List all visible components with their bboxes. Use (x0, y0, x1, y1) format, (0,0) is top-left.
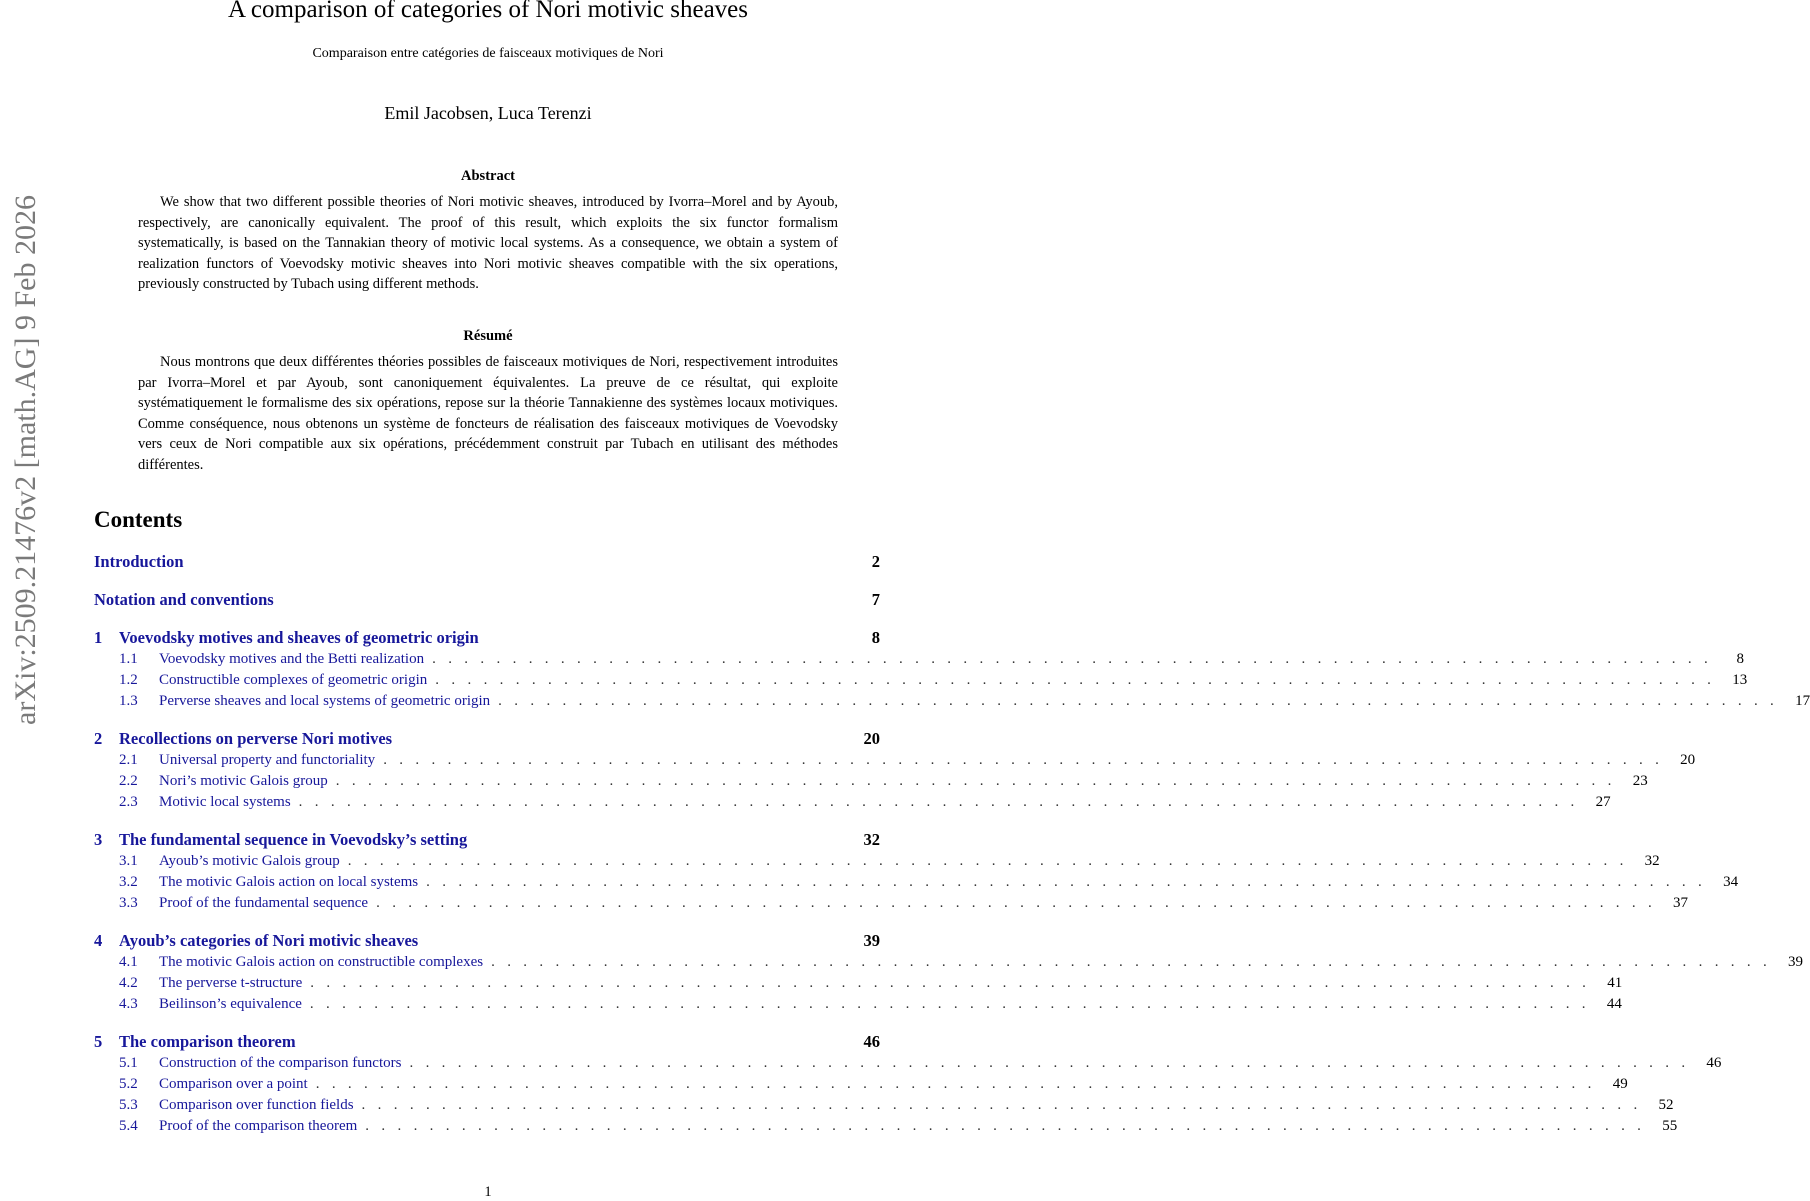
resume-heading: Résumé (463, 328, 513, 344)
toc-section-number: 4.2 (119, 975, 138, 991)
toc-leader-dots: . . . . . . . . . . . . . . . . . . . . . . . . . . . . . . . . . . . . . . . . . . . . . . . . . . . . . . . . . . . . . . . . . . . . . . . . . . . . . . . . (347, 853, 1628, 869)
toc-section-title[interactable]: Comparison over function fields (159, 1097, 354, 1113)
toc-chapter-title: Notation and conventions (94, 590, 274, 609)
toc-chapter-link[interactable] (94, 627, 479, 649)
toc-chapter-title: Ayoub’s categories of Nori motivic sheaves (119, 931, 419, 950)
toc-section-title[interactable]: The perverse t-structure (159, 975, 303, 991)
toc-chapter-entry[interactable] (94, 829, 880, 851)
toc-chapter-number: 4 (94, 931, 103, 950)
toc-chapter-entry[interactable] (94, 1031, 880, 1053)
toc-chapter-title: Recollections on perverse Nori motives (119, 729, 393, 748)
toc-section-page: 20 (1680, 752, 1696, 768)
toc-section-entry[interactable] (94, 1053, 1722, 1074)
toc-section-number: 5.1 (119, 1055, 138, 1071)
toc-chapter-page: 32 (863, 830, 880, 849)
toc-section-entry[interactable] (94, 851, 1660, 872)
toc-chapter-entry[interactable] (94, 627, 880, 649)
toc-section-page: 32 (1644, 853, 1660, 869)
toc-section-number: 3.2 (119, 874, 138, 890)
toc-section-entry[interactable] (94, 952, 1804, 973)
toc-section-page: 46 (1706, 1055, 1722, 1071)
toc-chapter-link[interactable] (94, 589, 274, 611)
toc-section-page: 34 (1723, 874, 1739, 890)
toc-leader-dots: . . . . . . . . . . . . . . . . . . . . . . . . . . . . . . . . . . . . . . . . . . . . . . . . . . . . . . . . . . . . . . . . . . . . . . . . . . . . . . . . (426, 874, 1707, 890)
toc-section-page: 23 (1632, 773, 1648, 789)
toc-section-page: 41 (1607, 975, 1623, 991)
toc-section-title[interactable]: Comparison over a point (159, 1076, 308, 1092)
toc-section-entry[interactable] (94, 1074, 1628, 1095)
toc-section-number: 5.4 (119, 1118, 138, 1134)
toc-leader-dots: . . . . . . . . . . . . . . . . . . . . . . . . . . . . . . . . . . . . . . . . . . . . . . . . . . . . . . . . . . . . . . . . . . . . . . . . . . . . . . . . (365, 1118, 1646, 1134)
toc-leader-dots: . . . . . . . . . . . . . . . . . . . . . . . . . . . . . . . . . . . . . . . . . . . . . . . . . . . . . . . . . . . . . . . . . . . . . . . . . . . . . . . . (491, 954, 1772, 970)
toc-section-entry[interactable] (94, 994, 1622, 1015)
toc-leader-dots: . . . . . . . . . . . . . . . . . . . . . . . . . . . . . . . . . . . . . . . . . . . . . . . . . . . . . . . . . . . . . . . . . . . . . . . . . . . . . . . . (361, 1097, 1642, 1113)
table-of-contents (94, 548, 1810, 1137)
toc-section-page: 37 (1673, 895, 1689, 911)
toc-section-entry[interactable] (94, 893, 1689, 914)
toc-section-title[interactable]: The motivic Galois action on local systems (159, 874, 419, 890)
toc-chapter-entry[interactable] (94, 589, 880, 611)
toc-section-entry[interactable] (94, 872, 1739, 893)
toc-chapter-link[interactable] (94, 551, 184, 573)
toc-leader-dots: . . . . . . . . . . . . . . . . . . . . . . . . . . . . . . . . . . . . . . . . . . . . . . . . . . . . . . . . . . . . . . . . . . . . . . . . . . . . . . . . (309, 996, 1590, 1012)
toc-section-number: 2.2 (119, 773, 138, 789)
toc-chapter-link[interactable] (94, 930, 418, 952)
toc-leader-dots: . . . . . . . . . . . . . . . . . . . . . . . . . . . . . . . . . . . . . . . . . . . . . . . . . . . . . . . . . . . . . . . . . . . . . . . . . . . . . . . . (409, 1055, 1690, 1071)
toc-section-number: 1.2 (119, 672, 138, 688)
toc-section-entry[interactable] (94, 670, 1748, 691)
toc-section-page: 27 (1595, 794, 1611, 810)
toc-leader-dots: . . . . . . . . . . . . . . . . . . . . . . . . . . . . . . . . . . . . . . . . . . . . . . . . . . . . . . . . . . . . . . . . . . . . . . . . . . . . . . . . (315, 1076, 1596, 1092)
paper-authors: Emil Jacobsen, Luca Terenzi (384, 103, 592, 123)
toc-section-title[interactable]: Proof of the comparison theorem (159, 1118, 358, 1134)
toc-chapter-page: 7 (871, 590, 880, 609)
toc-chapter-title: Voevodsky motives and sheaves of geometric origin (119, 628, 479, 647)
toc-section-title[interactable]: Universal property and functoriality (159, 752, 376, 768)
toc-chapter-page: 39 (863, 931, 880, 950)
toc-section-title[interactable]: Construction of the comparison functors (159, 1055, 402, 1071)
contents-heading: Contents (94, 507, 183, 532)
toc-chapter-link[interactable] (94, 728, 392, 750)
toc-section-entry[interactable] (94, 771, 1648, 792)
toc-section-number: 5.2 (119, 1076, 138, 1092)
toc-section-title[interactable]: Beilinson’s equivalence (159, 996, 302, 1012)
toc-section-number: 3.3 (119, 895, 138, 911)
toc-section-number: 4.1 (119, 954, 138, 970)
toc-section-page: 17 (1795, 693, 1810, 709)
toc-chapter-entry[interactable] (94, 728, 880, 750)
toc-section-title[interactable]: Nori’s motivic Galois group (159, 773, 328, 789)
toc-section-entry[interactable] (94, 1116, 1678, 1137)
toc-chapter-page: 2 (871, 552, 880, 571)
toc-section-entry[interactable] (94, 649, 1745, 670)
toc-section-entry[interactable] (94, 973, 1623, 994)
toc-section-number: 3.1 (119, 853, 138, 869)
toc-chapter-number: 3 (94, 830, 103, 849)
toc-section-title[interactable]: The motivic Galois action on constructible complexes (159, 954, 484, 970)
paper-subtitle: Comparaison entre catégories de faisceaux motiviques de Nori (312, 46, 664, 61)
toc-leader-dots: . . . . . . . . . . . . . . . . . . . . . . . . . . . . . . . . . . . . . . . . . . . . . . . . . . . . . . . . . . . . . . . . . . . . . . . . . . . . . . . . (435, 672, 1716, 688)
toc-leader-dots: . . . . . . . . . . . . . . . . . . . . . . . . . . . . . . . . . . . . . . . . . . . . . . . . . . . . . . . . . . . . . . . . . . . . . . . . . . . . . . . . (432, 651, 1713, 667)
toc-section-title[interactable]: Ayoub’s motivic Galois group (159, 853, 340, 869)
toc-chapter-number: 1 (94, 628, 103, 647)
toc-section-entry[interactable] (94, 792, 1611, 813)
toc-section-title[interactable]: Voevodsky motives and the Betti realization (159, 651, 425, 667)
toc-leader-dots: . . . . . . . . . . . . . . . . . . . . . . . . . . . . . . . . . . . . . . . . . . . . . . . . . . . . . . . . . . . . . . . . . . . . . . . . . . . . . . . . (310, 975, 1591, 991)
toc-chapter-page: 8 (871, 628, 880, 647)
toc-section-page: 55 (1662, 1118, 1678, 1134)
paper-title: A comparison of categories of Nori motivic sheaves (228, 0, 748, 23)
toc-section-title[interactable]: Perverse sheaves and local systems of geometric origin (159, 693, 491, 709)
abstract-heading: Abstract (461, 168, 515, 184)
toc-leader-dots: . . . . . . . . . . . . . . . . . . . . . . . . . . . . . . . . . . . . . . . . . . . . . . . . . . . . . . . . . . . . . . . . . . . . . . . . . . . . . . . . (498, 693, 1779, 709)
toc-section-entry[interactable] (94, 750, 1696, 771)
toc-chapter-title: The comparison theorem (119, 1032, 296, 1051)
toc-chapter-number: 5 (94, 1032, 103, 1051)
toc-section-title[interactable]: Motivic local systems (159, 794, 291, 810)
toc-chapter-entry[interactable] (94, 551, 880, 573)
resume-text: Nous montrons que deux différentes théories possibles de faisceaux motiviques de Nori, respectivement introduites par Ivorra–Morel et par Ayoub, sont canoniquement équivalentes. La preuve de ce résultat, qui exploite systématiquement le formalisme des six opérations, repose sur la théorie Tannakienne des systèmes locaux motiviques. Comme conséquence, nous obtenons un système de foncteurs de réalisation des faisceaux motiviques de Voevodsky vers ceux de Nori compatible aux six opérations, précédemment construit par Tubach en utilisant des méthodes différentes. (138, 354, 838, 473)
toc-section-page: 44 (1606, 996, 1622, 1012)
toc-chapter-number: 2 (94, 729, 103, 748)
toc-section-title[interactable]: Constructible complexes of geometric origin (159, 672, 428, 688)
toc-section-entry[interactable] (94, 691, 1810, 712)
toc-section-number: 4.3 (119, 996, 138, 1012)
abstract-text: We show that two different possible theories of Nori motivic sheaves, introduced by Ivorra–Morel and by Ayoub, respectively, are canonically equivalent. The proof of this result, which exploits the six functor formalism systematically, is based on the Tannakian theory of motivic local systems. As a consequence, we obtain a system of realization functors of Voevodsky motivic sheaves into Nori motivic sheaves compatible with the six operations, previously constructed by Tubach using different methods. (138, 194, 838, 292)
toc-chapter-page: 20 (863, 729, 880, 748)
toc-leader-dots: . . . . . . . . . . . . . . . . . . . . . . . . . . . . . . . . . . . . . . . . . . . . . . . . . . . . . . . . . . . . . . . . . . . . . . . . . . . . . . . . (298, 794, 1579, 810)
toc-chapter-entry[interactable] (94, 930, 880, 952)
toc-section-number: 1.3 (119, 693, 138, 709)
toc-section-title[interactable]: Proof of the fundamental sequence (159, 895, 369, 911)
toc-chapter-link[interactable] (94, 829, 467, 851)
toc-section-number: 2.3 (119, 794, 138, 810)
toc-section-number: 5.3 (119, 1097, 138, 1113)
toc-section-entry[interactable] (94, 1095, 1674, 1116)
toc-section-page: 39 (1788, 954, 1804, 970)
toc-section-page: 52 (1658, 1097, 1674, 1113)
toc-chapter-title: Introduction (94, 552, 184, 571)
toc-leader-dots: . . . . . . . . . . . . . . . . . . . . . . . . . . . . . . . . . . . . . . . . . . . . . . . . . . . . . . . . . . . . . . . . . . . . . . . . . . . . . . . . (376, 895, 1657, 911)
toc-chapter-page: 46 (863, 1032, 880, 1051)
toc-chapter-link[interactable] (94, 1031, 296, 1053)
toc-chapter-title: The fundamental sequence in Voevodsky’s setting (119, 830, 468, 849)
arxiv-stamp-text: arXiv:2509.21476v2 [math.AG] 9 Feb 2026 (9, 195, 42, 725)
toc-leader-dots: . . . . . . . . . . . . . . . . . . . . . . . . . . . . . . . . . . . . . . . . . . . . . . . . . . . . . . . . . . . . . . . . . . . . . . . . . . . . . . . . (335, 773, 1616, 789)
toc-section-number: 2.1 (119, 752, 138, 768)
toc-section-page: 49 (1612, 1076, 1628, 1092)
toc-section-number: 1.1 (119, 651, 138, 667)
toc-section-page: 8 (1736, 651, 1745, 667)
toc-leader-dots: . . . . . . . . . . . . . . . . . . . . . . . . . . . . . . . . . . . . . . . . . . . . . . . . . . . . . . . . . . . . . . . . . . . . . . . . . . . . . . . . (383, 752, 1664, 768)
toc-section-page: 13 (1732, 672, 1748, 688)
page-number: 1 (484, 1184, 492, 1200)
